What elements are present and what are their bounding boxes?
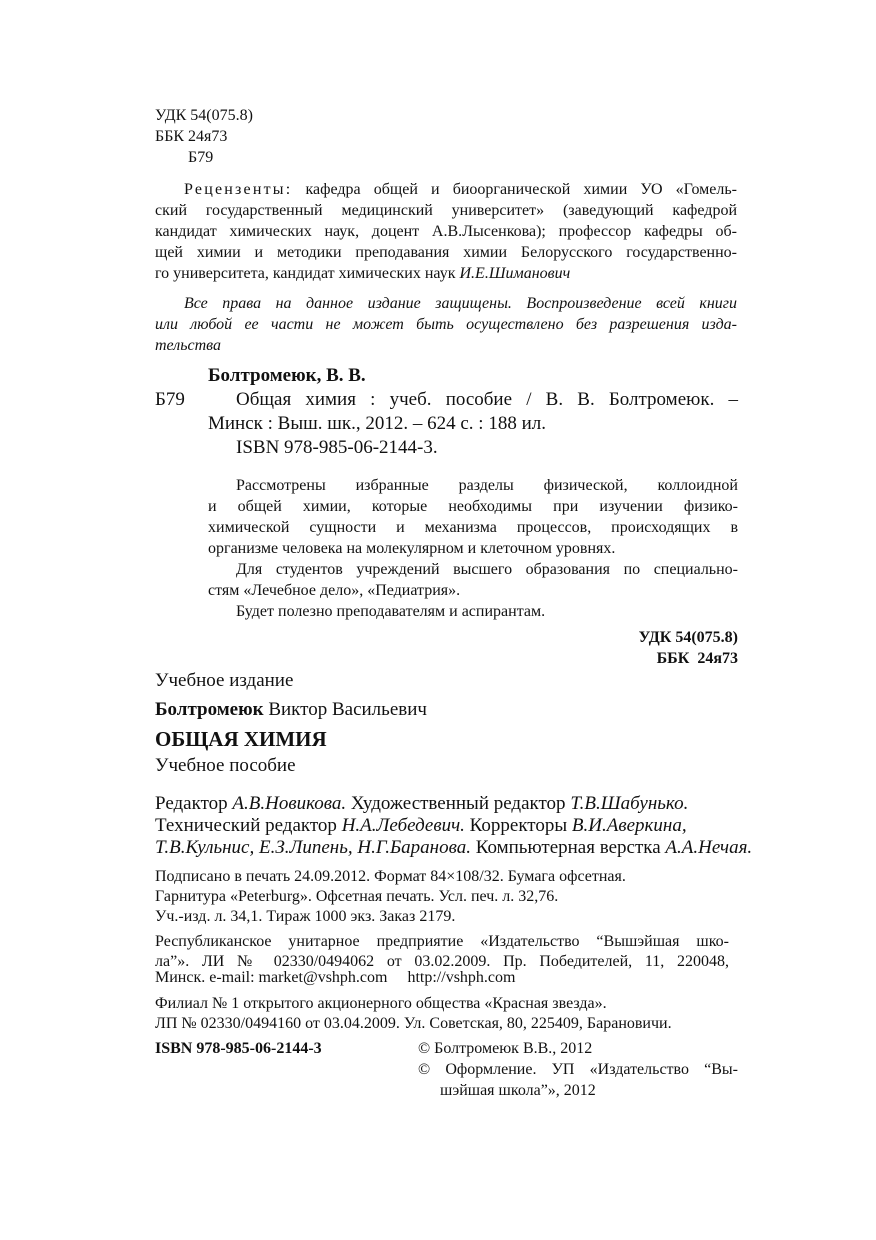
- rights-line-1: Все права на данное издание защищены. Воспроизведение всей книги: [184, 295, 737, 312]
- catalog-line-2: Минск : Выш. шк., 2012. – 624 с. : 188 ил.: [208, 413, 546, 434]
- rights-line-2: или любой ее части не может быть осуществлено без разрешения изда-: [155, 316, 737, 333]
- annotation-line-3: химической сущности и механизма процессов, происходящих в: [208, 519, 738, 536]
- udk-header: УДК 54(075.8): [155, 107, 253, 124]
- annotation-line-2: и общей химии, которые необходимы при изучении физико-: [208, 498, 738, 515]
- reviewer-name: И.Е.Шиманович: [459, 265, 571, 282]
- annotation-line-5: Для студентов учреждений высшего образования по специально-: [236, 561, 738, 578]
- credits-line-2: Технический редактор Н.А.Лебедевич. Корректоры В.И.Аверкина,: [155, 815, 687, 836]
- copyright-author: © Болтромеюк В.В., 2012: [418, 1040, 593, 1057]
- author-name: Виктор Васильевич: [263, 699, 427, 720]
- annotation-line-1: Рассмотрены избранные разделы физической, коллоидной: [236, 477, 738, 494]
- publisher-line-2: ла”». ЛИ № 02330/0494062 от 03.02.2009. Пр. Победителей, 11, 220048,: [155, 953, 729, 970]
- print-info-line-3: Уч.-изд. л. 34,1. Тираж 1000 экз. Заказ 2179.: [155, 908, 456, 925]
- footer-isbn: ISBN 978-985-06-2144-3: [155, 1040, 322, 1057]
- reviewers-line-4: щей химии и методики преподавания химии Белорусского государственно-: [155, 244, 737, 261]
- book-subtitle: Учебное пособие: [155, 755, 296, 776]
- catalog-udk: УДК 54(075.8): [638, 629, 738, 646]
- annotation-line-7: Будет полезно преподавателям и аспирантам.: [236, 603, 546, 620]
- reviewers-line-2: ский государственный медицинский университет» (заведующий кафедрой: [155, 202, 737, 219]
- book-title: ОБЩАЯ ХИМИЯ: [155, 727, 327, 751]
- annotation-line-4: организме человека на молекулярном и клеточном уровнях.: [208, 540, 616, 557]
- bbk-header: ББК 24я73: [155, 128, 228, 145]
- print-info-line-1: Подписано в печать 24.09.2012. Формат 84×108/32. Бумага офсетная.: [155, 868, 626, 885]
- catalog-author: Болтромеюк, В. В.: [208, 365, 366, 386]
- copyright-design-line-2: шэйшая школа”», 2012: [440, 1082, 596, 1099]
- credits-line-3: Т.В.Кульнис, Е.З.Липень, Н.Г.Баранова. Компьютерная верстка А.А.Нечая.: [155, 837, 753, 858]
- catalog-code: Б79: [155, 389, 185, 410]
- edition-author: [155, 700, 427, 720]
- annotation-line-6: стям «Лечебное дело», «Педиатрия».: [208, 582, 461, 599]
- print-info-line-2: Гарнитура «Peterburg». Офсетная печать. Усл. печ. л. 32,76.: [155, 888, 559, 905]
- reviewers-label: Рецензенты:: [184, 181, 293, 198]
- printer-line-1: Филиал № 1 открытого акционерного общества «Красная звезда».: [155, 995, 607, 1012]
- reviewers-line-5: го университета, кандидат химических наук И.Е.Шиманович: [155, 265, 571, 282]
- printer-line-2: ЛП № 02330/0494160 от 03.04.2009. Ул. Советская, 80, 225409, Барановичи.: [155, 1015, 672, 1032]
- catalog-bbk: ББК 24я73: [656, 650, 738, 667]
- reviewers-line-3: кандидат химических наук, доцент А.В.Лысенкова); профессор кафедры об-: [155, 223, 737, 240]
- catalog-line-1: Общая химия : учеб. пособие / В. В. Болтромеюк. –: [236, 389, 738, 410]
- author-surname: Болтромеюк: [155, 699, 264, 720]
- copyright-design-line-1: © Оформление. УП «Издательство “Вы-: [418, 1061, 738, 1078]
- reviewers-line-1: Рецензенты: кафедра общей и биоорганической химии УО «Гомель-: [184, 181, 737, 198]
- book-code-header: Б79: [188, 149, 214, 166]
- credits-line-1: Редактор А.В.Новикова. Художественный редактор Т.В.Шабунько.: [155, 793, 689, 814]
- catalog-isbn: ISBN 978-985-06-2144-3.: [236, 437, 438, 458]
- edition-type: Учебное издание: [155, 670, 294, 691]
- publisher-line-3: Минск. e-mail: market@vshph.com http://vshph.com: [155, 969, 516, 986]
- publisher-line-1: Республиканское унитарное предприятие «Издательство “Вышэйшая шко-: [155, 933, 729, 950]
- rights-line-3: тельства: [155, 337, 222, 354]
